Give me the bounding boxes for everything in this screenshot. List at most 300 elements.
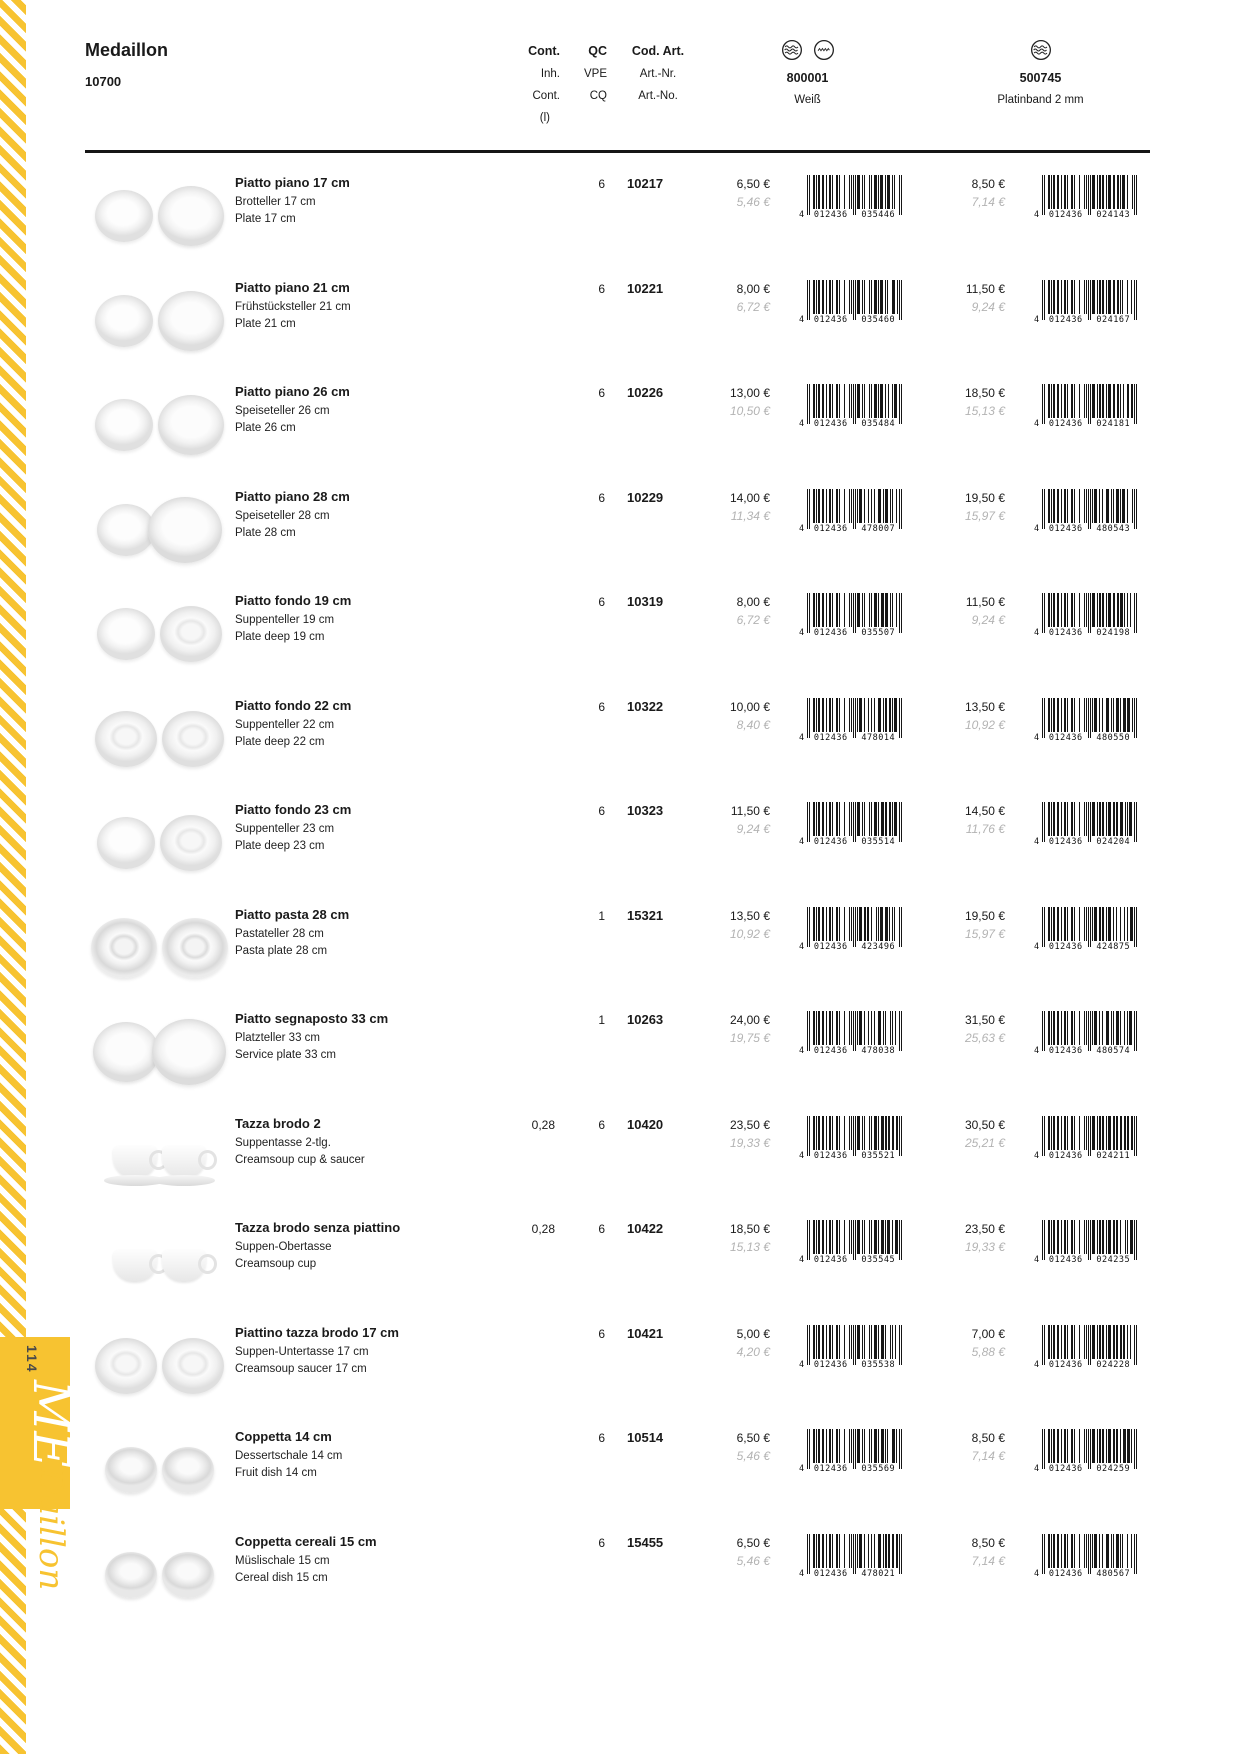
product-name-de: Suppenteller 22 cm — [235, 718, 335, 731]
pack-quantity: 6 — [598, 595, 605, 609]
article-number: 10421 — [627, 1325, 664, 1341]
product-name-en: Plate 26 cm — [235, 422, 296, 435]
product-name-it: Coppetta 14 cm — [235, 1429, 332, 1444]
price-discount-value: 15,97 € — [964, 508, 1005, 523]
column-header-qty: QC VPE CQ — [583, 44, 607, 102]
product-name-de: Suppenteller 23 cm — [235, 823, 335, 835]
product-name-it: Piatto piano 28 cm — [235, 488, 350, 504]
barcode-white — [799, 1325, 902, 1370]
barcode-platinum — [1034, 1220, 1137, 1265]
article-number: 15455 — [627, 1534, 664, 1550]
product-name-it: Piatto piano 17 cm — [235, 175, 350, 190]
price-discount-value: 5,46 € — [736, 1553, 770, 1568]
article-number: 10229 — [627, 489, 664, 505]
product-name-de: Suppen-Untertasse 17 cm — [235, 1345, 369, 1358]
deep-image — [95, 711, 157, 767]
barcode-white — [799, 907, 902, 952]
product-row — [85, 168, 1165, 273]
barcode-platinum — [1034, 593, 1137, 638]
product-name-de: Suppenteller 19 cm — [235, 614, 335, 626]
barcode-platinum — [1034, 1116, 1137, 1161]
price-white — [697, 282, 770, 314]
price-platinum — [932, 1013, 1005, 1045]
product-name-en: Plate deep 22 cm — [235, 735, 325, 748]
product-images — [85, 1006, 233, 1098]
pasta-image — [162, 918, 228, 978]
plate-side-image — [97, 608, 155, 660]
cup-image — [113, 1250, 157, 1282]
product-name-en: Fruit dish 14 cm — [235, 1467, 317, 1480]
product-name-en: Creamsoup cup — [235, 1258, 317, 1271]
price-value: 13,50 € — [729, 908, 770, 923]
product-name-it: Tazza brodo senza piattino — [235, 1220, 401, 1235]
price-discount-value: 9,24 € — [971, 299, 1005, 314]
article-number: 10319 — [627, 594, 664, 609]
deep-image — [162, 711, 224, 767]
variant-white-header — [705, 38, 910, 106]
barcode-platinum — [1034, 802, 1137, 847]
barcode-platinum — [1034, 698, 1137, 743]
article-number: 10221 — [627, 280, 664, 296]
variant-name: Platinband 2 mm — [997, 94, 1084, 106]
variant-code: 500745 — [1019, 71, 1062, 85]
product-images — [85, 902, 233, 994]
product-description — [235, 384, 468, 438]
price-discount-value: 6,72 € — [736, 299, 770, 314]
price-value: 11,50 € — [965, 595, 1005, 609]
price-white — [697, 177, 770, 209]
series-logo-top: ME — [22, 1380, 80, 1468]
price-white — [697, 700, 770, 732]
product-name-de: Platzteller 33 cm — [235, 1032, 321, 1044]
price-platinum — [932, 700, 1005, 732]
plate-image — [158, 291, 224, 351]
price-value: 11,50 € — [965, 281, 1005, 296]
series-title: Medaillon — [85, 40, 169, 60]
product-name-en: Plate 21 cm — [235, 317, 296, 330]
product-name-it: Piatto fondo 19 cm — [235, 593, 352, 608]
price-platinum — [932, 1327, 1005, 1359]
price-white — [697, 491, 770, 523]
price-platinum — [932, 1222, 1005, 1254]
price-value: 5,00 € — [736, 1326, 770, 1341]
product-description — [235, 280, 468, 334]
barcode-platinum — [1034, 1429, 1137, 1474]
barcode-platinum — [1034, 1534, 1137, 1579]
product-description — [235, 1429, 468, 1483]
barcode-bars — [1042, 1534, 1137, 1574]
price-value: 8,00 € — [736, 595, 770, 609]
price-discount-value: 5,46 € — [736, 195, 770, 209]
barcode-platinum — [1034, 384, 1137, 429]
barcode-digits: 4 012436 024167 — [1034, 314, 1131, 325]
barcode-digits: 4 012436 480574 — [1034, 1046, 1131, 1056]
price-value: 14,50 € — [964, 804, 1005, 818]
article-number: 10217 — [627, 176, 664, 191]
barcode-digits: 4 012436 478007 — [799, 523, 896, 534]
product-images — [85, 1424, 233, 1516]
product-name-it: Piatto piano 26 cm — [235, 384, 350, 399]
barcode-digits: 4 012436 035446 — [799, 210, 896, 220]
price-platinum — [932, 1431, 1005, 1463]
price-value: 8,50 € — [971, 1431, 1005, 1445]
article-number: 10514 — [627, 1430, 664, 1445]
product-row — [85, 1318, 1165, 1423]
product-row — [85, 586, 1165, 691]
article-number: 10226 — [627, 385, 664, 400]
plate-lg-image — [148, 497, 222, 563]
barcode-platinum — [1034, 907, 1137, 952]
barcode-digits: 4 012436 035514 — [799, 837, 896, 847]
product-name-en: Pasta plate 28 cm — [235, 944, 328, 957]
price-value: 7,00 € — [971, 1326, 1005, 1341]
barcode-bars — [1042, 593, 1137, 633]
pack-quantity: 6 — [598, 1326, 605, 1341]
plate-side-image — [97, 504, 155, 556]
price-platinum — [932, 491, 1005, 523]
product-description — [235, 907, 468, 961]
product-name-it: Tazza brodo 2 — [235, 1115, 321, 1131]
series-logo — [22, 1380, 80, 1591]
column-header-article: Cod. Art. Art.-Nr. Art.-No. — [631, 44, 685, 102]
barcode-white — [799, 802, 902, 847]
barcode-platinum — [1034, 175, 1137, 220]
price-value: 18,50 € — [729, 1222, 770, 1236]
product-description — [235, 593, 468, 647]
price-discount-value: 10,92 € — [964, 717, 1005, 732]
price-discount-value: 19,33 € — [729, 1135, 770, 1150]
product-name-en: Cereal dish 15 cm — [235, 1571, 328, 1584]
deep-image — [95, 1338, 157, 1394]
barcode-digits: 4 012436 035460 — [799, 314, 896, 325]
pasta-image — [91, 918, 157, 978]
barcode-digits: 4 012436 024228 — [1034, 1359, 1131, 1370]
price-discount-value: 15,13 € — [964, 404, 1005, 418]
cup-saucer-image — [162, 1146, 206, 1178]
barcode-digits: 4 012436 423496 — [799, 941, 896, 952]
plate-image — [93, 1022, 159, 1082]
variant-name: Weiß — [794, 94, 821, 106]
article-number: 10422 — [627, 1221, 664, 1236]
pack-quantity: 1 — [598, 1013, 605, 1027]
article-number: 10420 — [627, 1116, 664, 1132]
price-white — [697, 909, 770, 941]
product-name-en: Plate 17 cm — [235, 213, 296, 226]
cup-image — [162, 1250, 206, 1282]
barcode-white — [799, 698, 902, 743]
plate-side-image — [95, 399, 153, 451]
dishwasher-safe-icon — [781, 39, 803, 61]
price-value: 14,00 € — [729, 490, 770, 505]
price-white — [697, 1327, 770, 1359]
product-name-it: Coppetta cereali 15 cm — [235, 1533, 377, 1549]
price-discount-value: 10,92 € — [729, 926, 770, 941]
barcode-platinum — [1034, 489, 1137, 534]
price-discount-value: 7,14 € — [971, 1449, 1005, 1463]
article-number: 15321 — [627, 907, 664, 923]
price-discount-value: 15,13 € — [729, 1240, 770, 1254]
price-value: 19,50 € — [964, 908, 1005, 923]
product-row — [85, 1213, 1165, 1318]
barcode-bars — [807, 1325, 902, 1365]
series-logo-bottom: Daillon — [31, 1467, 71, 1591]
price-discount-value: 11,34 € — [730, 508, 770, 523]
product-name-de: Suppentasse 2-tlg. — [235, 1136, 331, 1149]
price-value: 23,50 € — [729, 1117, 770, 1132]
barcode-white — [799, 1220, 902, 1265]
barcode-bars — [1042, 489, 1137, 529]
dishwasher-safe-icon — [1030, 39, 1052, 61]
product-name-en: Plate deep 19 cm — [235, 631, 325, 644]
barcode-digits: 4 012436 035538 — [799, 1359, 896, 1370]
price-discount-value: 19,75 € — [729, 1031, 770, 1045]
product-name-de: Dessertschale 14 cm — [235, 1450, 343, 1462]
barcode-bars — [1042, 175, 1137, 215]
product-description — [235, 175, 468, 229]
price-value: 6,50 € — [736, 177, 770, 191]
price-value: 24,00 € — [729, 1013, 770, 1027]
barcode-digits: 4 012436 035569 — [799, 1464, 896, 1474]
barcode-bars — [1042, 1220, 1137, 1260]
cup-saucer-image — [113, 1146, 157, 1178]
barcode-digits: 4 012436 035484 — [799, 419, 896, 429]
pack-quantity: 6 — [598, 1222, 605, 1236]
price-value: 8,50 € — [971, 1535, 1005, 1550]
product-name-de: Speiseteller 26 cm — [235, 405, 330, 417]
product-name-de: Pastateller 28 cm — [235, 927, 324, 940]
content-value: 0,28 — [531, 1117, 555, 1132]
product-images — [85, 379, 233, 471]
product-images — [85, 275, 233, 367]
barcode-platinum — [1034, 280, 1137, 325]
product-name-it: Piattino tazza brodo 17 cm — [235, 1324, 399, 1340]
barcode-digits: 4 012436 024204 — [1034, 837, 1131, 847]
product-description — [235, 802, 468, 856]
pack-quantity: 6 — [598, 281, 605, 296]
page-number: 114 — [24, 1345, 40, 1374]
product-row — [85, 691, 1165, 796]
product-name-it: Piatto segnaposto 33 cm — [235, 1011, 389, 1026]
price-platinum — [932, 282, 1005, 314]
barcode-bars — [807, 384, 902, 424]
plate-lg-image — [152, 1019, 226, 1085]
product-name-en: Plate deep 23 cm — [235, 840, 325, 853]
pack-quantity: 6 — [598, 386, 605, 400]
barcode-bars — [807, 175, 902, 215]
barcode-bars — [807, 489, 902, 529]
catalog-header — [85, 40, 168, 89]
price-platinum — [932, 595, 1005, 627]
barcode-bars — [807, 698, 902, 738]
product-row — [85, 900, 1165, 1005]
price-discount-value: 7,14 € — [971, 1553, 1005, 1568]
price-value: 8,00 € — [736, 281, 770, 296]
price-white — [697, 1536, 770, 1568]
barcode-digits: 4 012436 024259 — [1034, 1464, 1131, 1474]
product-name-en: Plate 28 cm — [235, 526, 296, 539]
bowl-image — [105, 1447, 157, 1493]
plate-side-image — [95, 190, 153, 242]
barcode-digits: 4 012436 024235 — [1034, 1255, 1131, 1265]
price-value: 11,50 € — [730, 804, 770, 818]
price-discount-value: 15,97 € — [964, 926, 1005, 941]
plate-side-image — [95, 295, 153, 347]
pack-quantity: 6 — [598, 1535, 605, 1550]
plate-image — [158, 186, 224, 246]
price-value: 18,50 € — [964, 386, 1005, 400]
price-value: 31,50 € — [964, 1013, 1005, 1027]
barcode-bars — [807, 593, 902, 633]
price-value: 19,50 € — [964, 490, 1005, 505]
pack-quantity: 6 — [598, 1431, 605, 1445]
product-row — [85, 377, 1165, 482]
barcode-digits: 4 012436 478014 — [799, 732, 896, 743]
microwave-safe-icon — [813, 39, 835, 61]
deep-image — [160, 606, 222, 662]
price-value: 6,50 € — [736, 1535, 770, 1550]
barcode-digits: 4 012436 424875 — [1034, 941, 1131, 952]
product-name-de: Müslischale 15 cm — [235, 1554, 330, 1567]
price-white — [697, 1431, 770, 1463]
product-name-en: Creamsoup cup & saucer — [235, 1153, 365, 1166]
pack-quantity: 6 — [598, 804, 605, 818]
price-value: 23,50 € — [964, 1222, 1005, 1236]
price-value: 6,50 € — [736, 1431, 770, 1445]
price-white — [697, 595, 770, 627]
barcode-bars — [1042, 802, 1137, 842]
product-name-de: Suppen-Obertasse — [235, 1241, 332, 1253]
price-white — [697, 386, 770, 418]
article-number: 10323 — [627, 803, 664, 818]
bowl-image — [162, 1552, 214, 1598]
product-name-de: Frühstücksteller 21 cm — [235, 300, 351, 313]
barcode-digits: 4 012436 035507 — [799, 628, 896, 638]
barcode-digits: 4 012436 480543 — [1034, 523, 1131, 534]
price-platinum — [932, 1118, 1005, 1150]
barcode-bars — [807, 1220, 902, 1260]
barcode-white — [799, 1534, 902, 1579]
product-images — [85, 693, 233, 785]
plate-side-image — [97, 817, 155, 869]
product-name-de: Speiseteller 28 cm — [235, 509, 330, 522]
barcode-white — [799, 175, 902, 220]
product-description — [235, 1325, 468, 1379]
product-images — [85, 797, 233, 889]
product-row — [85, 1004, 1165, 1109]
barcode-bars — [807, 1116, 902, 1156]
product-images — [85, 1529, 233, 1621]
barcode-bars — [1042, 907, 1137, 947]
product-row — [85, 1109, 1165, 1214]
pack-quantity: 1 — [598, 908, 605, 923]
barcode-digits: 4 012436 024143 — [1034, 210, 1131, 220]
barcode-digits: 4 012436 035545 — [799, 1255, 896, 1265]
deep-image — [160, 815, 222, 871]
barcode-white — [799, 384, 902, 429]
product-name-it: Piatto fondo 22 cm — [235, 697, 352, 713]
product-name-it: Piatto pasta 28 cm — [235, 906, 350, 922]
article-number: 10263 — [627, 1012, 664, 1027]
barcode-digits: 4 012436 480567 — [1034, 1568, 1131, 1579]
pack-quantity: 6 — [598, 177, 605, 191]
product-description — [235, 1116, 468, 1170]
variant-icons — [938, 38, 1143, 62]
price-white — [697, 1118, 770, 1150]
barcode-white — [799, 280, 902, 325]
price-white — [697, 1222, 770, 1254]
barcode-bars — [1042, 280, 1137, 320]
price-discount-value: 9,24 € — [971, 613, 1005, 627]
variant-code: 800001 — [786, 71, 829, 85]
price-value: 13,50 € — [964, 699, 1005, 714]
price-platinum — [932, 386, 1005, 418]
price-platinum — [932, 804, 1005, 836]
price-value: 8,50 € — [971, 177, 1005, 191]
column-header-content: Cont. Inh. Cont. (l) — [528, 44, 560, 124]
barcode-bars — [807, 1429, 902, 1469]
barcode-bars — [807, 802, 902, 842]
barcode-white — [799, 593, 902, 638]
product-description — [235, 1220, 468, 1274]
bowl-image — [105, 1552, 157, 1598]
product-name-it: Piatto piano 21 cm — [235, 279, 350, 295]
price-platinum — [932, 1536, 1005, 1568]
barcode-bars — [1042, 698, 1137, 738]
barcode-digits: 4 012436 024181 — [1034, 419, 1131, 429]
barcode-digits: 4 012436 024198 — [1034, 628, 1131, 638]
product-images — [85, 1111, 233, 1203]
barcode-platinum — [1034, 1325, 1137, 1370]
pack-quantity: 6 — [598, 1117, 605, 1132]
barcode-bars — [1042, 1429, 1137, 1469]
product-images — [85, 588, 233, 680]
product-row — [85, 482, 1165, 587]
price-discount-value: 19,33 € — [964, 1240, 1005, 1254]
barcode-bars — [807, 1534, 902, 1574]
barcode-platinum — [1034, 1011, 1137, 1056]
variant-icons — [705, 38, 910, 62]
price-discount-value: 9,24 € — [736, 822, 770, 836]
barcode-white — [799, 1429, 902, 1474]
barcode-digits: 4 012436 035521 — [799, 1150, 896, 1161]
price-white — [697, 1013, 770, 1045]
product-description — [235, 1011, 468, 1065]
price-discount-value: 11,76 € — [965, 822, 1005, 836]
product-row — [85, 1422, 1165, 1527]
barcode-bars — [1042, 1011, 1137, 1051]
header-divider — [85, 150, 1150, 153]
price-discount-value: 10,50 € — [729, 404, 770, 418]
barcode-bars — [807, 280, 902, 320]
product-images — [85, 1215, 233, 1307]
product-description — [235, 698, 468, 752]
price-discount-value: 6,72 € — [736, 613, 770, 627]
barcode-digits: 4 012436 478038 — [799, 1046, 896, 1056]
product-name-en: Creamsoup saucer 17 cm — [235, 1362, 367, 1375]
price-value: 30,50 € — [964, 1117, 1005, 1132]
product-table — [85, 168, 1165, 1631]
price-value: 10,00 € — [729, 699, 770, 714]
deep-image — [162, 1338, 224, 1394]
price-discount-value: 25,21 € — [964, 1135, 1005, 1150]
product-row — [85, 795, 1165, 900]
barcode-white — [799, 1116, 902, 1161]
price-discount-value: 7,14 € — [971, 195, 1005, 209]
plate-image — [158, 395, 224, 455]
price-white — [697, 804, 770, 836]
price-platinum — [932, 177, 1005, 209]
product-images — [85, 484, 233, 576]
